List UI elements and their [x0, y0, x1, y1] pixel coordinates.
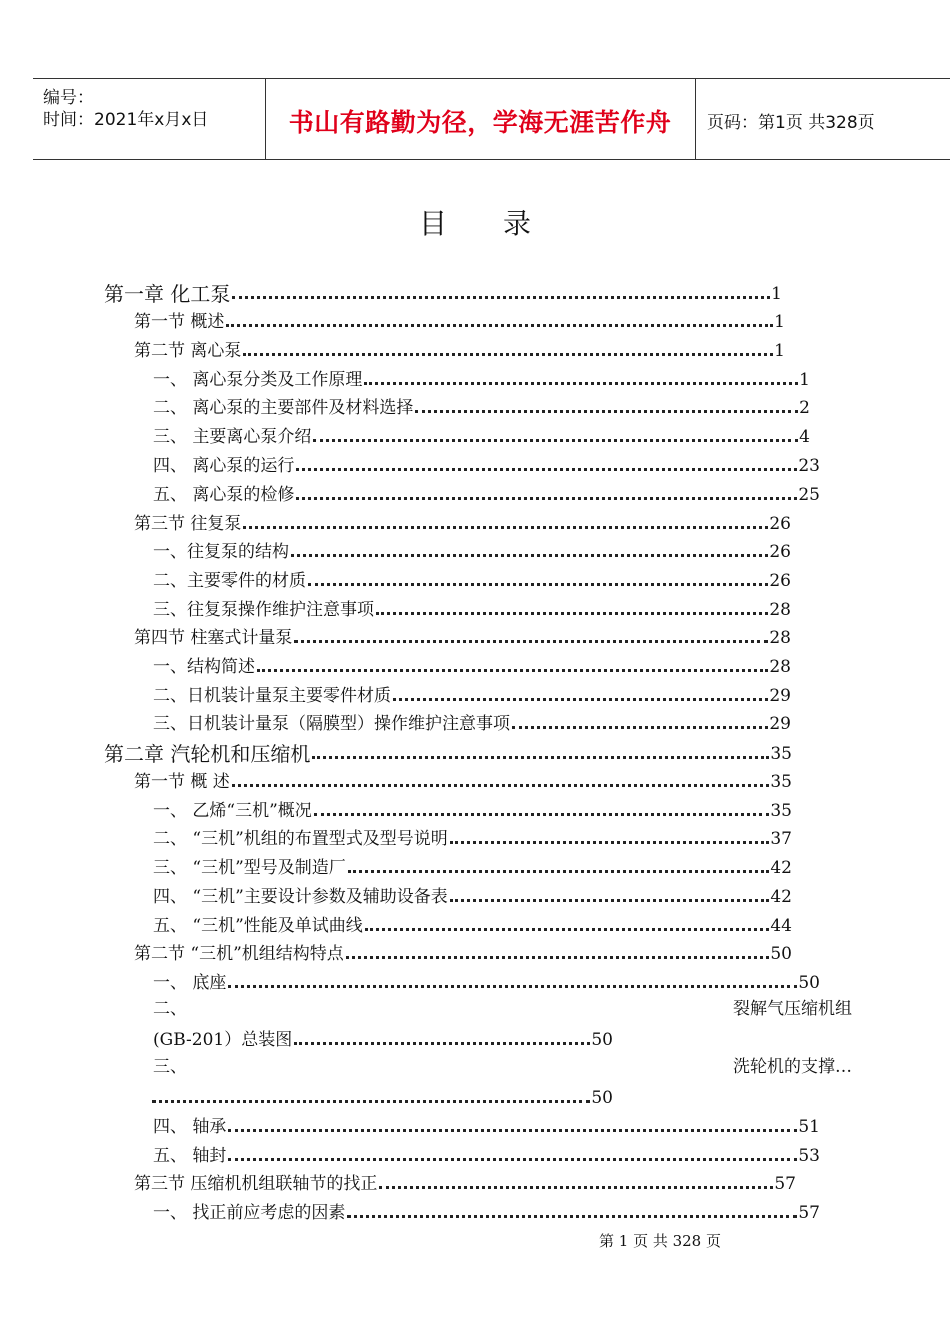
page-title: 目录	[418, 207, 587, 240]
toc-entry-page: 50	[770, 944, 792, 964]
toc-entry-text: 第四节 柱塞式计量泵	[134, 628, 293, 648]
toc-entry-item	[153, 422, 810, 448]
toc-entry-page: 51	[798, 1117, 820, 1137]
toc-entry-item	[153, 595, 791, 621]
toc-entry-item	[153, 393, 810, 419]
header-meta-cell	[33, 79, 266, 159]
page-footer: 第 1 页 共 328 页	[598, 1232, 721, 1250]
toc-entry-text: 第一章 化工泵	[104, 282, 231, 306]
toc-entry-text: 一、往复泵的结构	[153, 542, 289, 562]
toc-entry-text: 第一节 概 述	[134, 772, 230, 792]
toc-entry-item	[153, 566, 791, 592]
toc-entry-item	[153, 480, 820, 506]
toc-entry-item	[153, 709, 791, 735]
toc-entry-page: 35	[770, 772, 792, 792]
toc-entry-text: 五、 离心泵的检修	[153, 485, 295, 505]
toc-entry-text: 一、 找正前应考虑的因素	[153, 1203, 346, 1223]
toc-entry-page: 57	[774, 1174, 796, 1194]
toc-entry-text: 一、结构简述	[153, 657, 255, 677]
toc-entry-page: 28	[769, 657, 791, 677]
toc-entry-continuation	[153, 1025, 613, 1051]
toc-entry-chapter	[104, 739, 792, 765]
toc-entry-item	[153, 911, 792, 937]
page-info: 页码：第1页 共328页	[707, 113, 875, 133]
toc-entry-text: 第二节 离心泵	[134, 341, 242, 361]
toc-entry-item	[153, 853, 792, 879]
toc-entry-text: 二、 离心泵的主要部件及材料选择	[153, 398, 414, 418]
toc-entry-item	[153, 824, 792, 850]
toc-entry-section	[134, 767, 792, 793]
toc-entry-text: (GB-201）总装图	[153, 1030, 293, 1050]
toc-entry-page: 42	[770, 887, 792, 907]
toc-entry-page: 42	[770, 858, 792, 878]
time-label: 时间：2021年x月x日	[43, 110, 209, 130]
toc-entry-page: 26	[769, 571, 791, 591]
toc-entry-page: 35	[770, 744, 792, 764]
toc-entry-continuation	[150, 1083, 613, 1109]
toc-entry-text: 二、日机装计量泵主要零件材质	[153, 686, 391, 706]
toc-entry-page: 2	[799, 398, 810, 418]
toc-wrapped-prefix: 三、	[153, 1057, 187, 1077]
toc-entry-text: 一、 乙烯“三机”概况	[153, 801, 312, 821]
toc-entry-page: 26	[769, 514, 791, 534]
toc-entry-page: 57	[798, 1203, 820, 1223]
toc-entry-page: 23	[798, 456, 820, 476]
toc-entry-text: 二、 “三机”机组的布置型式及型号说明	[153, 829, 448, 849]
toc-entry-text: 二、主要零件的材质	[153, 571, 306, 591]
toc-entry-page: 1	[799, 370, 810, 390]
toc-entry-item	[153, 365, 810, 391]
toc-entry-text: 五、 轴封	[153, 1146, 227, 1166]
toc-entry-text: 一、 离心泵分类及工作原理	[153, 370, 363, 390]
toc-entry-text: 五、 “三机”性能及单试曲线	[153, 916, 363, 936]
toc-entry-chapter	[104, 279, 782, 305]
toc-entry-section	[134, 623, 791, 649]
toc-wrapped-text: 裂解气压缩机组	[733, 999, 852, 1019]
toc-wrapped-prefix: 二、	[153, 999, 187, 1019]
toc-entry-item	[153, 1112, 820, 1138]
toc-entry-item	[153, 681, 791, 707]
toc-entry-page: 50	[591, 1030, 613, 1050]
toc-entry-item	[153, 1141, 820, 1167]
toc-entry-text: 第二节 “三机”机组结构特点	[134, 944, 344, 964]
toc-entry-text: 第三节 压缩机机组联轴节的找正	[134, 1174, 378, 1194]
toc-entry-item	[153, 968, 820, 994]
header-motto-cell	[265, 79, 696, 159]
toc-entry-text: 四、 离心泵的运行	[153, 456, 295, 476]
toc-entry-text: 第三节 往复泵	[134, 514, 242, 534]
toc-entry-page: 1	[774, 341, 785, 361]
toc-entry-section	[134, 1169, 796, 1195]
toc-entry-text: 四、 轴承	[153, 1117, 227, 1137]
header-page-cell	[695, 79, 950, 159]
toc-entry-page: 1	[771, 284, 782, 304]
toc-entry-text: 三、往复泵操作维护注意事项	[153, 600, 374, 620]
toc-entry-item	[153, 882, 792, 908]
toc-entry-text: 三、日机装计量泵（隔膜型）操作维护注意事项	[153, 714, 510, 734]
toc-entry-page: 53	[798, 1146, 820, 1166]
toc-entry-page: 28	[769, 628, 791, 648]
toc-entry-page: 25	[798, 485, 820, 505]
motto: 书山有路勤为径，学海无涯苦作舟	[288, 108, 672, 137]
toc-entry-text: 三、 “三机”型号及制造厂	[153, 858, 346, 878]
serial-label: 编号：	[43, 88, 94, 108]
toc-entry-page: 29	[769, 714, 791, 734]
toc-entry-page: 35	[770, 801, 792, 821]
toc-entry-item	[153, 451, 820, 477]
toc-entry-text: 第一节 概述	[134, 312, 225, 332]
toc-entry-section	[134, 939, 792, 965]
toc-entry-page: 29	[769, 686, 791, 706]
toc-entry-item	[153, 537, 791, 563]
toc-entry-page: 4	[799, 427, 810, 447]
page-header	[33, 78, 950, 160]
toc-entry-page: 26	[769, 542, 791, 562]
toc-entry-page: 50	[591, 1088, 613, 1108]
toc-entry-page: 37	[770, 829, 792, 849]
toc-entry-text: 四、 “三机”主要设计参数及辅助设备表	[153, 887, 448, 907]
toc-entry-page: 28	[769, 600, 791, 620]
toc-entry-item	[153, 796, 792, 822]
toc-entry-section	[134, 307, 785, 333]
toc-entry-page: 44	[770, 916, 792, 936]
toc-entry-page: 50	[798, 973, 820, 993]
toc-wrapped-text: 洗轮机的支撑…	[733, 1057, 852, 1077]
toc-entry-section	[134, 509, 791, 535]
toc-entry-text: 一、 底座	[153, 973, 227, 993]
toc-entry-text: 三、 主要离心泵介绍	[153, 427, 312, 447]
toc-entry-item	[153, 652, 791, 678]
toc-entry-text: 第二章 汽轮机和压缩机	[104, 742, 311, 766]
toc-entry-item	[153, 1198, 820, 1224]
toc-entry-page: 1	[774, 312, 785, 332]
toc-entry-section	[134, 336, 785, 362]
